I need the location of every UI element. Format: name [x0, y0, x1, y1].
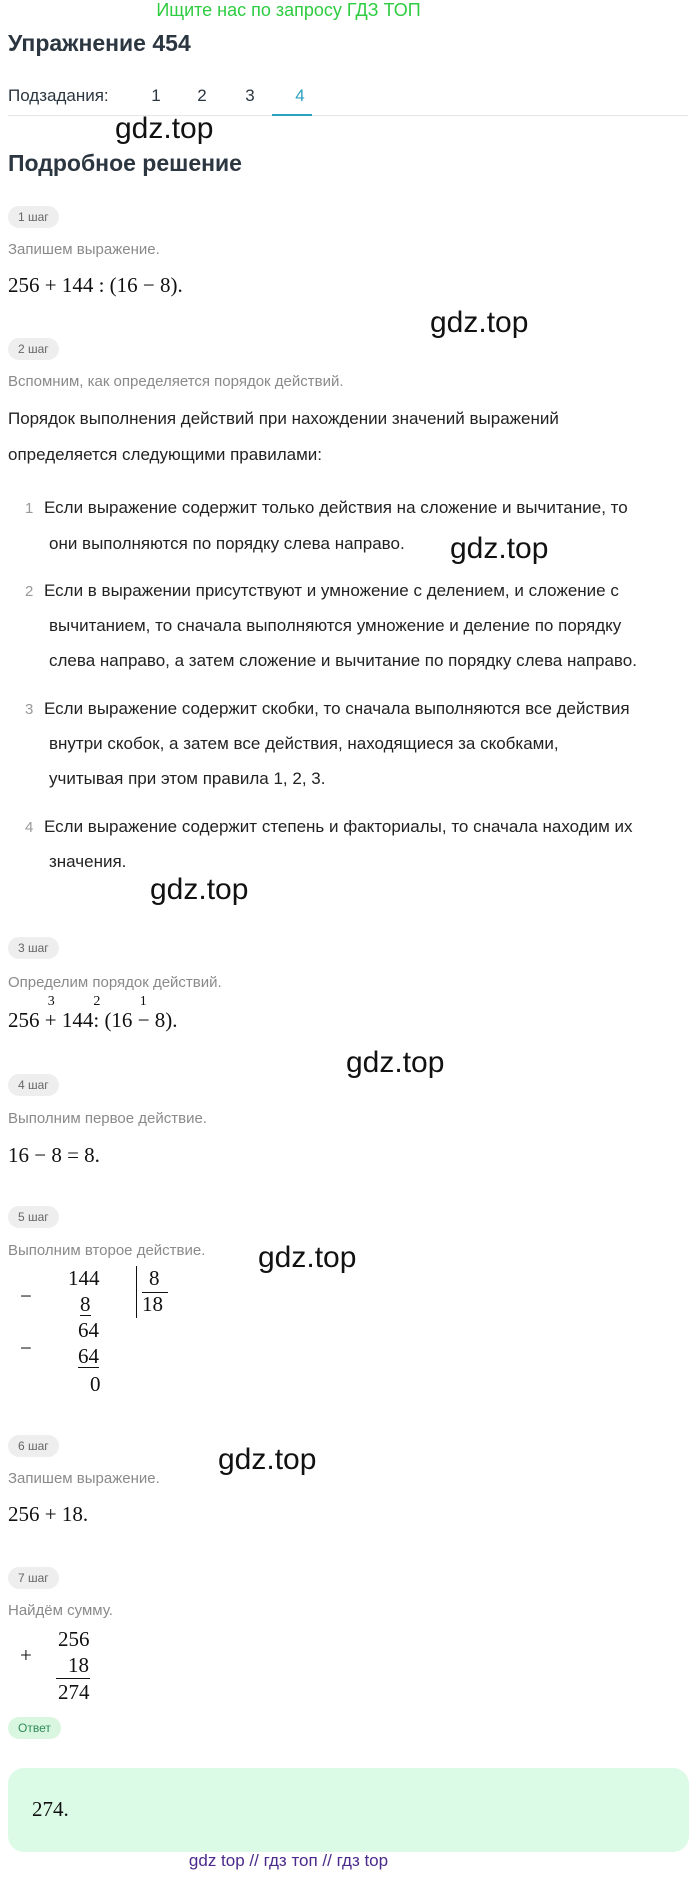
- step-badge: 4 шаг: [8, 1074, 59, 1096]
- quotient: 18: [142, 1292, 163, 1316]
- rule-text-line: значения.: [49, 852, 127, 871]
- minus-sign: −: [20, 1284, 32, 1308]
- order-number: 2: [93, 994, 101, 1009]
- subtask-tab-4[interactable]: 4: [295, 86, 305, 105]
- addend: 256: [58, 1627, 90, 1651]
- column-addition: [8, 1627, 128, 1707]
- expression: 16 − 8 = 8.: [8, 1143, 100, 1167]
- rule-number: 1: [25, 500, 34, 517]
- minus-sign: −: [20, 1336, 32, 1360]
- step-badge: 7 шаг: [8, 1567, 59, 1589]
- subtask-tab-3[interactable]: 3: [245, 86, 255, 105]
- rule-number: 3: [25, 701, 34, 718]
- operand: (16: [104, 1008, 133, 1032]
- watermark: gdz.top: [450, 532, 549, 565]
- dividend: 144: [68, 1266, 100, 1290]
- operator: −: [137, 1008, 150, 1032]
- watermark: gdz.top: [115, 112, 214, 145]
- step-hint: Запишем выражение.: [8, 1470, 160, 1487]
- answer-value: 274.: [32, 1797, 69, 1821]
- sum: 274: [58, 1680, 90, 1704]
- operator: :: [93, 1008, 100, 1032]
- step-badge: 3 шаг: [8, 937, 59, 959]
- watermark: gdz.top: [346, 1046, 445, 1079]
- step-hint: Вспомним, как определяется порядок действий.: [8, 373, 344, 390]
- subtrahend: 64: [78, 1344, 99, 1368]
- rule-text-line: вычитанием, то сначала выполняются умножение и деление по порядку: [49, 616, 622, 635]
- watermark: gdz.top: [150, 873, 249, 906]
- divisor: 8: [149, 1266, 160, 1290]
- rule-paragraph-line: определяется следующими правилами:: [8, 445, 323, 464]
- solution-heading: Подробное решение: [8, 150, 242, 176]
- watermark: gdz.top: [218, 1443, 317, 1476]
- plus-sign: +: [20, 1643, 32, 1667]
- answer-badge: Ответ: [8, 1717, 61, 1739]
- order-number: 1: [139, 994, 147, 1009]
- rule-text-line: внутри скобок, а затем все действия, находящиеся за скобками,: [49, 734, 559, 753]
- step-badge: 6 шаг: [8, 1435, 59, 1457]
- expression: 256 + 18.: [8, 1502, 89, 1526]
- expression: 256 + 144 : (16 − 8).: [8, 273, 183, 297]
- step-badge: 2 шаг: [8, 338, 59, 360]
- operand: 144: [61, 1008, 94, 1032]
- rule-text-line: Если в выражении присутствуют и умножение с делением, и сложение с: [44, 581, 619, 600]
- operator: +: [44, 1008, 57, 1032]
- rule-text-line: слева направо, а затем сложение и вычитание по порядку слева направо.: [49, 651, 637, 670]
- subtasks-label: Подзадания:: [8, 86, 109, 105]
- search-banner: Ищите нас по запросу ГДЗ ТОП: [156, 0, 421, 20]
- rule-text-line: учитывая при этом правила 1, 2, 3.: [49, 769, 326, 788]
- rule-text-line: они выполняются по порядку слева направо.: [49, 534, 405, 553]
- watermark: gdz.top: [258, 1241, 357, 1274]
- remainder: 64: [78, 1318, 99, 1342]
- active-tab-indicator: [272, 114, 312, 116]
- addend: 18: [68, 1653, 89, 1677]
- remainder: 0: [90, 1372, 101, 1396]
- footer-links[interactable]: gdz top // гдз топ // гдз top: [188, 1851, 389, 1870]
- rule-text-line: Если выражение содержит степень и факториалы, то сначала находим их: [44, 817, 633, 836]
- step-badge: 5 шаг: [8, 1206, 59, 1228]
- answer-box: [8, 1768, 689, 1852]
- step-hint: Запишем выражение.: [8, 241, 160, 258]
- page-title: Упражнение 454: [8, 30, 191, 56]
- order-number: 3: [47, 994, 55, 1009]
- rule-number: 2: [25, 583, 34, 600]
- operand: 8).: [154, 1008, 178, 1032]
- step-hint: Выполним второе действие.: [8, 1242, 206, 1259]
- rule-text-line: Если выражение содержит только действия на сложение и вычитание, то: [44, 498, 628, 517]
- expression-with-order: [8, 994, 178, 1033]
- subtask-tab-2[interactable]: 2: [197, 86, 207, 105]
- rule-paragraph-line: Порядок выполнения действий при нахождении значений выражений: [8, 409, 559, 428]
- step-hint: Найдём сумму.: [8, 1602, 113, 1619]
- subtrahend: 8: [80, 1292, 91, 1316]
- subtasks-divider: [8, 115, 688, 116]
- step-hint: Определим порядок действий.: [8, 974, 222, 991]
- step-hint: Выполним первое действие.: [8, 1110, 207, 1127]
- rule-number: 4: [25, 819, 34, 836]
- watermark: gdz.top: [430, 306, 529, 339]
- subtask-tab-1[interactable]: 1: [151, 86, 161, 105]
- long-division: [8, 1266, 208, 1396]
- rule-text-line: Если выражение содержит скобки, то сначала выполняются все действия: [44, 699, 630, 718]
- operand: 256: [8, 1008, 40, 1032]
- step-badge: 1 шаг: [8, 206, 59, 228]
